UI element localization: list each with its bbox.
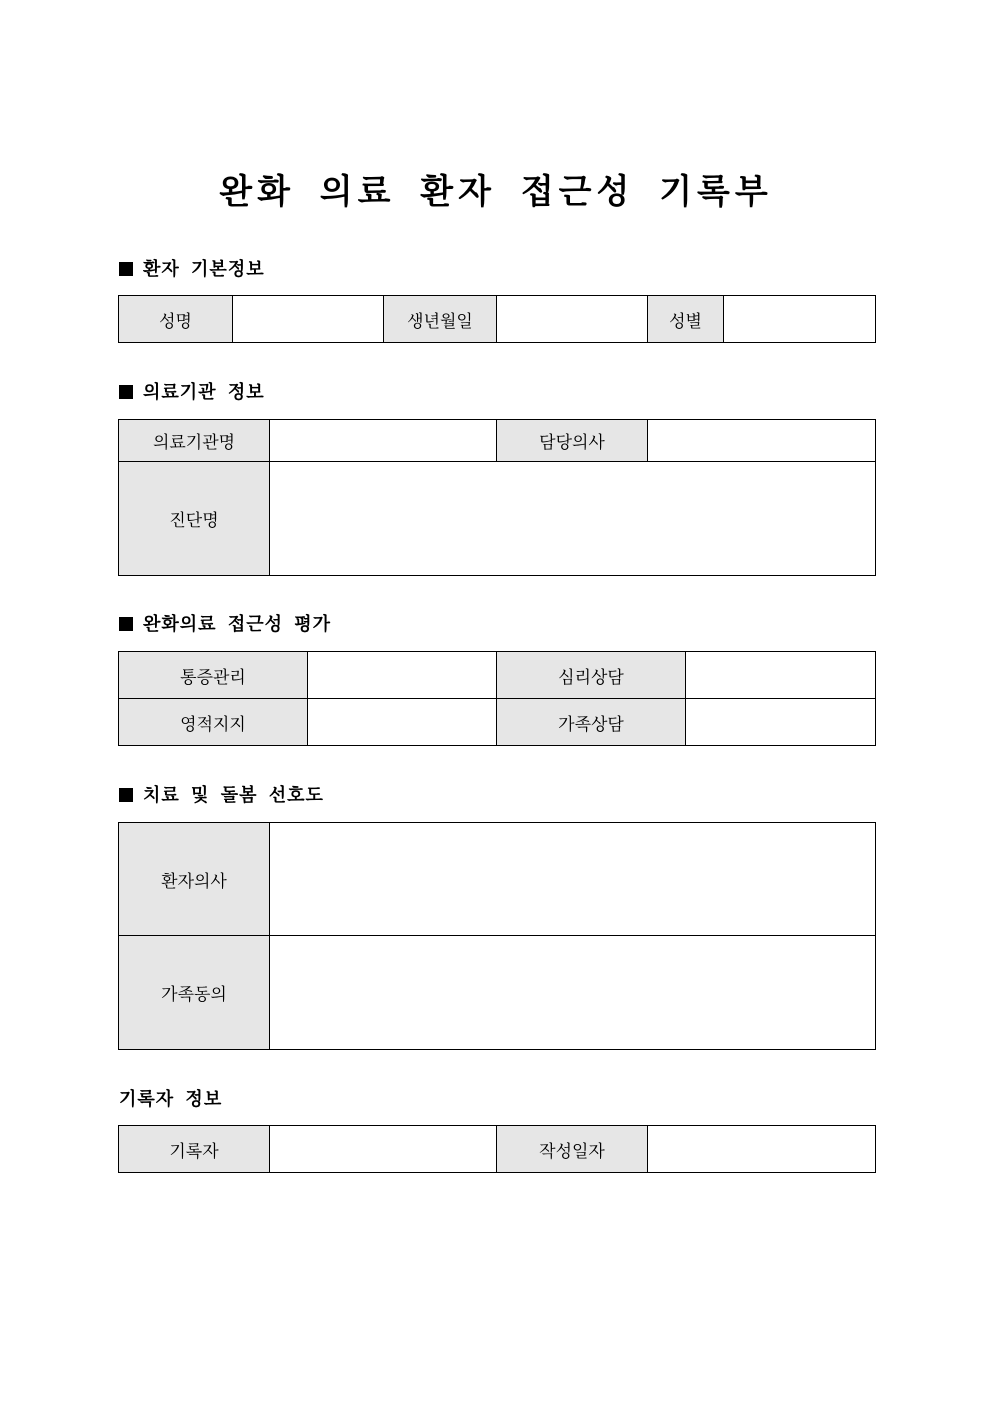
section-heading-recorder <box>119 1088 222 1112</box>
recorder-table <box>118 1125 876 1173</box>
birthdate-field[interactable] <box>497 296 648 343</box>
section-heading-patient-info <box>119 258 265 282</box>
section-heading-text: 치료 및 돌봄 선호도 <box>143 785 324 806</box>
institution-field[interactable] <box>270 420 497 462</box>
family-counsel-field[interactable] <box>686 699 876 746</box>
section-heading-text: 완화의료 접근성 평가 <box>143 614 332 635</box>
birthdate-label: 생년월일 <box>384 296 497 343</box>
section-heading-accessibility <box>119 613 331 637</box>
square-bullet-icon <box>119 262 133 276</box>
sex-field[interactable] <box>724 296 876 343</box>
institution-label: 의료기관명 <box>119 420 270 462</box>
pain-management-field[interactable] <box>308 652 497 699</box>
diagnosis-label: 진단명 <box>119 462 270 576</box>
accessibility-table <box>118 651 876 746</box>
institution-info-table <box>118 419 876 576</box>
patient-info-table <box>118 295 876 343</box>
date-written-field[interactable] <box>648 1126 876 1173</box>
doctor-field[interactable] <box>648 420 876 462</box>
doctor-label: 담당의사 <box>497 420 648 462</box>
preferences-table <box>118 822 876 1050</box>
psych-counsel-label: 심리상담 <box>497 652 686 699</box>
section-heading-text: 의료기관 정보 <box>143 382 265 403</box>
family-consent-label: 가족동의 <box>119 936 270 1050</box>
family-consent-field[interactable] <box>270 936 876 1050</box>
recorder-field[interactable] <box>270 1126 497 1173</box>
section-heading-institution-info <box>119 381 265 405</box>
family-counsel-label: 가족상담 <box>497 699 686 746</box>
section-heading-text: 기록자 정보 <box>119 1089 223 1110</box>
psych-counsel-field[interactable] <box>686 652 876 699</box>
square-bullet-icon <box>119 788 133 802</box>
square-bullet-icon <box>119 385 133 399</box>
page-title: 완화 의료 환자 접근성 기록부 <box>219 172 773 212</box>
pain-management-label: 통증관리 <box>119 652 308 699</box>
square-bullet-icon <box>119 617 133 631</box>
date-written-label: 작성일자 <box>497 1126 648 1173</box>
recorder-label: 기록자 <box>119 1126 270 1173</box>
diagnosis-field[interactable] <box>270 462 876 576</box>
patient-intent-field[interactable] <box>270 823 876 936</box>
section-heading-preferences <box>119 784 324 808</box>
name-label: 성명 <box>119 296 233 343</box>
patient-intent-label: 환자의사 <box>119 823 270 936</box>
section-heading-text: 환자 기본정보 <box>143 259 265 280</box>
name-field[interactable] <box>233 296 384 343</box>
spiritual-support-label: 영적지지 <box>119 699 308 746</box>
sex-label: 성별 <box>648 296 724 343</box>
spiritual-support-field[interactable] <box>308 699 497 746</box>
